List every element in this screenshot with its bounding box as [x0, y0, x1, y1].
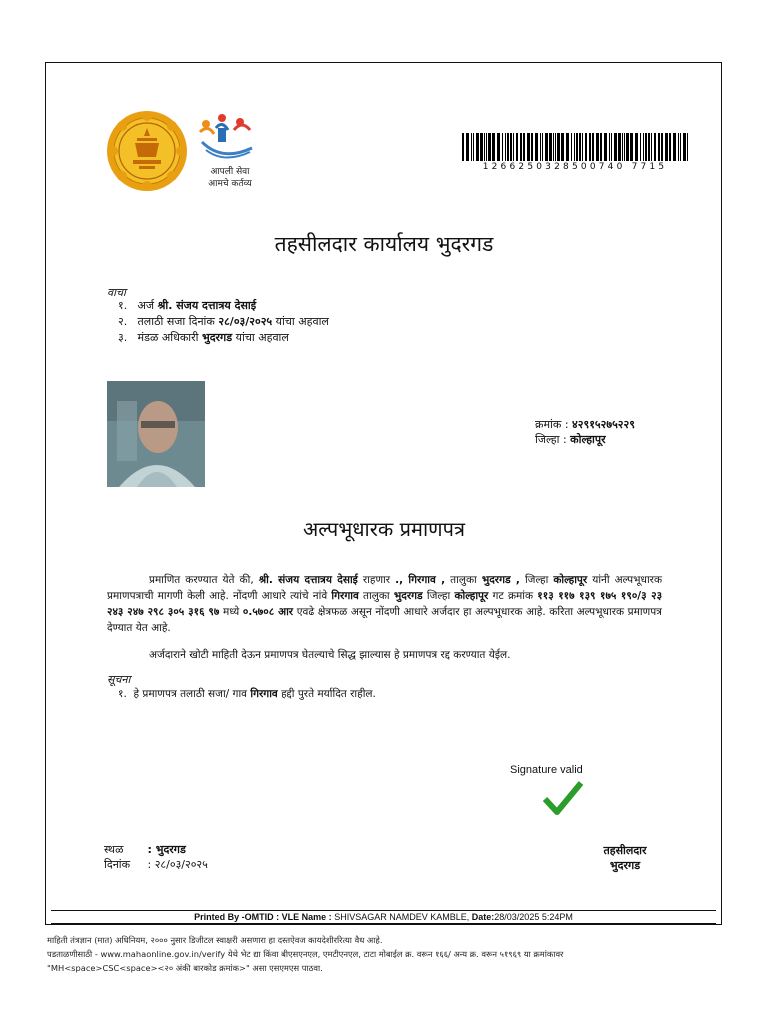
barcode-bar: [651, 133, 652, 161]
barcode-bar: [654, 133, 656, 161]
barcode-bar: [505, 133, 506, 161]
barcode-bar: [687, 133, 688, 161]
barcode-bar: [502, 133, 503, 161]
barcode-bar: [576, 133, 578, 161]
barcode-bar: [661, 133, 663, 161]
reference-item: ३. मंडळ अधिकारी भुदरगड यांचा अहवाल: [118, 331, 289, 344]
barcode-bar: [658, 133, 660, 161]
barcode-bar: [640, 133, 641, 161]
place-label: स्थळ: [104, 843, 124, 856]
barcode-bar: [611, 133, 612, 161]
barcode-bar: [540, 133, 541, 161]
barcode-bar: [579, 133, 581, 161]
district-label: जिल्हा :: [535, 433, 567, 446]
barcode-bar: [466, 133, 469, 161]
number-label: क्रमांक :: [535, 418, 569, 431]
barcode-bar: [624, 133, 625, 161]
barcode-bar: [545, 133, 548, 161]
barcode-bar: [574, 133, 575, 161]
barcode-bar: [492, 133, 495, 161]
barcode-bar: [486, 133, 487, 161]
barcode-bar: [497, 133, 500, 161]
barcode-bar: [549, 133, 552, 161]
note-item: १. हे प्रमाणपत्र तलाठी सजा/ गाव गिरगाव हद्दी पुरते मर्यादित राहील.: [118, 688, 376, 700]
barcode-bar: [462, 133, 464, 161]
barcode-bar: [589, 133, 591, 161]
barcode-bar: [645, 133, 647, 161]
barcode-bar: [683, 133, 686, 161]
applicant-photo: [107, 381, 205, 487]
date-value: : २८/०३/२०२५: [147, 858, 208, 871]
barcode-bar: [555, 133, 556, 161]
certificate-body: प्रमाणित करण्यात येते की, श्री. संजय दत्तात्रय देसाई राहणार ., गिरगाव , तालुका भुदरगड , जिल्हा कोल्हापूर यांनी अल्पभूधारक प्रमाणपत्राची मागणी केली आहे. नोंदणी आधारे त्यांचे नांवे गिरगाव तालुका भुदरगड जिल्हा कोल्हापूर गट क्रमांक ११३ ११७ १३९ १७५ १९०/३ २३ २४३ २४७ २९८ ३०५ ३१६ ९७ मध्ये ०.५७०८ आर एवढे क्षेत्रफळ असून नोंदणी आधारे अर्जदार हा अल्पभूधारक आहे. करिता अल्पभूधारक प्रमाणपत्र देण्यात येत आहे.: [107, 574, 663, 634]
barcode-bar: [614, 133, 617, 161]
barcode-bar: [665, 133, 668, 161]
barcode-bar: [669, 133, 671, 161]
barcode-number: 1266250328500740 7715: [482, 162, 668, 172]
barcode-bar: [635, 133, 638, 161]
reference-list: [118, 298, 329, 346]
barcode-bar: [678, 133, 679, 161]
barcode-bar: [622, 133, 623, 161]
officer-place: भुदरगड: [609, 859, 641, 872]
footer-line: माहिती तंत्रज्ञान (मात) अधिनियम, २००० नुसार डिजीटल स्वाक्षरी असणारा हा दस्तऐवज कायदेशीररित्या वैध आहे.: [47, 935, 383, 945]
aapli-seva-logo: [196, 112, 258, 192]
barcode-bar: [596, 133, 599, 161]
barcode-bar: [520, 133, 522, 161]
barcode-bar: [609, 133, 610, 161]
district-value: कोल्हापूर: [570, 433, 606, 446]
barcode-bar: [471, 133, 472, 161]
barcode-bar: [513, 133, 514, 161]
barcode-bar: [600, 133, 602, 161]
barcode-bar: [626, 133, 629, 161]
barcode-bar: [585, 133, 587, 161]
seva-tagline-1: आपली सेवा: [210, 167, 250, 177]
barcode-bar: [582, 133, 583, 161]
barcode-bar: [561, 133, 564, 161]
barcode-bar: [476, 133, 479, 161]
barcode-bar: [516, 133, 518, 161]
maharashtra-seal-logo: [105, 110, 189, 192]
barcode-bar: [535, 133, 538, 161]
barcode-bar: [553, 133, 554, 161]
warning-text: अर्जदाराने खोटी माहिती देऊन प्रमाणपत्र घेतल्याचे सिद्ध झाल्यास हे प्रमाणपत्र रद्द करण्यात येईल.: [149, 649, 511, 661]
seva-tagline-2: आमचे कर्तव्य: [208, 179, 252, 189]
barcode-bar: [480, 133, 483, 161]
barcode-bar: [473, 133, 474, 161]
barcode-bar: [604, 133, 607, 161]
barcode: [462, 133, 688, 161]
verification-footer: [47, 933, 747, 975]
barcode-bar: [523, 133, 525, 161]
barcode-bar: [630, 133, 633, 161]
reference-item: १. अर्ज श्री. संजय दत्तात्रय देसाई: [118, 299, 257, 312]
date-label: दिनांक: [104, 858, 131, 871]
footer-line: पडताळणीसाठी - www.mahaonline.gov.in/verify येथे भेट द्या किंवा बीएसएनएल, एमटीएनएल, टाटा मोबाईल क्र. वरून १६६/ अन्य क्र. वरून ५१९६९ या क्रमांकावर: [47, 949, 564, 959]
read-label: वाचा: [107, 286, 126, 299]
certificate-number: ४२९१५२७५२२९: [572, 418, 635, 431]
certificate-meta: [535, 417, 635, 447]
barcode-bar: [648, 133, 650, 161]
place-value: : भुदरगड: [147, 843, 186, 856]
signature-status: Signature valid: [510, 764, 583, 776]
barcode-bar: [488, 133, 491, 161]
barcode-bar: [542, 133, 543, 161]
office-title: तहसीलदार कार्यालय भुदरगड: [274, 232, 494, 256]
barcode-bar: [592, 133, 594, 161]
note-label: सूचना: [107, 673, 131, 686]
barcode-bar: [673, 133, 676, 161]
footer-line: "MH<space>CSC<space><२० अंकी बारकोड क्रमांक>" असा एसएमएस पाठवा.: [47, 963, 323, 973]
barcode-bar: [618, 133, 621, 161]
barcode-bar: [484, 133, 485, 161]
hands-icon: [196, 112, 258, 166]
barcode-bar: [531, 133, 533, 161]
place-date-block: [104, 842, 208, 872]
check-icon: [542, 779, 584, 817]
barcode-bar: [566, 133, 569, 161]
barcode-bar: [510, 133, 512, 161]
officer-signature-block: [560, 843, 690, 873]
barcode-bar: [507, 133, 509, 161]
certificate-title: अल्पभूधारक प्रमाणपत्र: [302, 517, 466, 541]
printed-by-bar: Printed By -OMTID : VLE Name : SHIVSAGAR NAMDEV KAMBLE, Date:28/03/2025 5:24PM: [51, 910, 716, 924]
barcode-bar: [527, 133, 530, 161]
barcode-bar: [557, 133, 560, 161]
barcode-bar: [571, 133, 572, 161]
reference-item: २. तलाठी सजा दिनांक २८/०३/२०२५ यांचा अहवाल: [118, 315, 329, 328]
officer-title: तहसीलदार: [603, 844, 647, 857]
barcode-bar: [680, 133, 681, 161]
barcode-bar: [643, 133, 644, 161]
